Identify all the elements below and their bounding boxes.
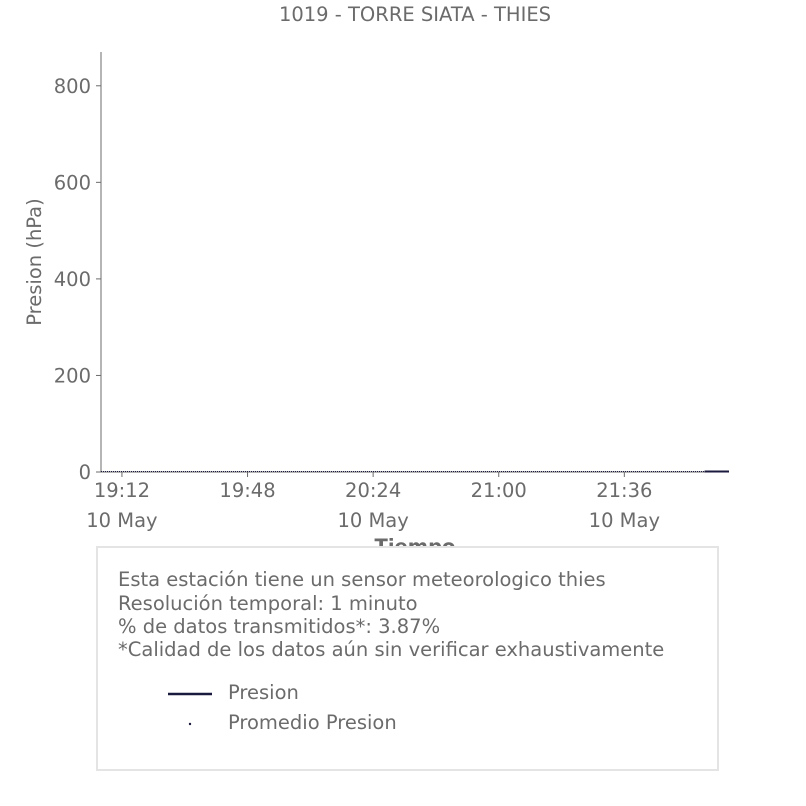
- info-line-resolution: Resolución temporal: 1 minuto: [118, 592, 418, 615]
- y-tick-label: 400: [53, 267, 91, 291]
- y-tick-label: 800: [53, 74, 91, 98]
- x-tick-label: 21:36: [596, 479, 653, 502]
- legend-dot-swatch: [168, 722, 214, 726]
- y-tick-label: 200: [53, 364, 91, 388]
- x-tick-date-label: 10 May: [86, 509, 158, 532]
- legend-line-swatch: [168, 692, 214, 696]
- y-tick-label: 600: [53, 171, 91, 195]
- x-tick-date-label: 10 May: [337, 509, 409, 532]
- info-line-transmitted: % de datos transmitidos*: 3.87%: [118, 615, 441, 638]
- x-tick-label: 19:12: [93, 479, 151, 502]
- x-tick-label: 20:24: [345, 479, 402, 502]
- info-line-sensor: Esta estación tiene un sensor meteorologico thies: [118, 568, 606, 591]
- y-axis-label: Presion (hPa): [23, 198, 46, 326]
- x-axis-ticks: [86, 472, 660, 532]
- x-tick-label: 21:00: [470, 479, 527, 502]
- x-tick-date-label: 10 May: [588, 509, 660, 532]
- legend-label-promedio: Promedio Presion: [228, 711, 397, 734]
- y-tick-label: 0: [78, 461, 91, 484]
- y-axis-ticks: [54, 75, 101, 484]
- legend-label-presion: Presion: [228, 681, 299, 704]
- x-tick-label: 19:48: [219, 479, 276, 502]
- info-line-quality-note: *Calidad de los datos aún sin verificar exhaustivamente: [118, 638, 665, 661]
- info-box: [96, 546, 719, 771]
- chart-title: 1019 - TORRE SIATA - THIES: [278, 3, 552, 26]
